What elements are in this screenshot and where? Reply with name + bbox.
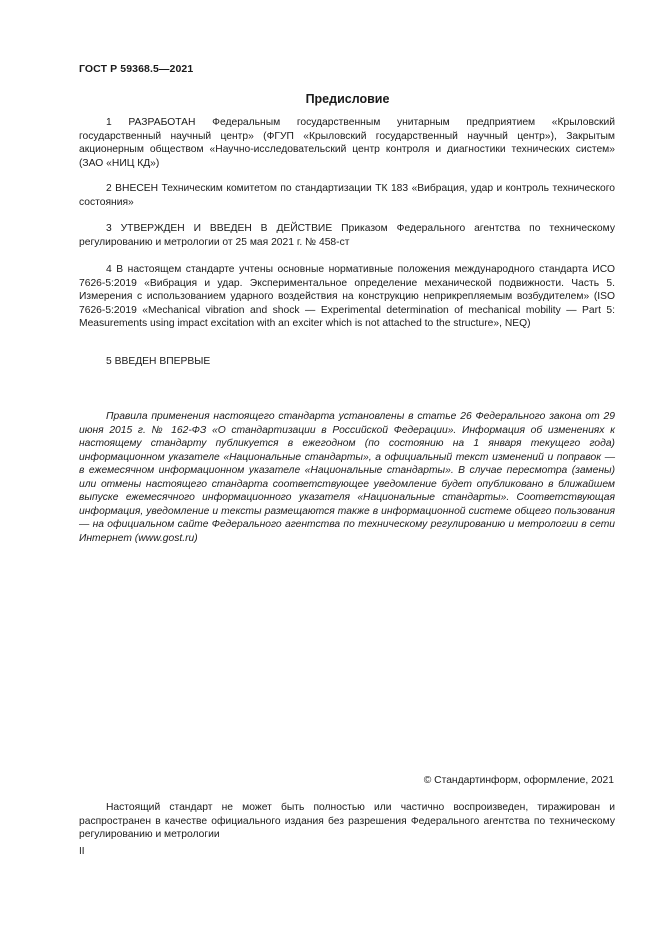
preface-title: Предисловие xyxy=(305,92,390,106)
application-rules-notice: Правила применения настоящего стандарта установлены в статье 26 Федерального закона от 29 июня 2015 г. № 162-ФЗ «О стандартизации в Российской Федерации». Информация об изменениях к настоящему стандарту публикуется в ежегодном (по состоянию на 1 января текущего года) информационном указателе «Национальные стандарты», а официальный текст изменений и поправок — в ежемесячном информационном указателе «Национальные стандарты». В случае пересмотра (замены) или отмены настоящего стандарта соответствующее уведомление будет опубликовано в ближайшем выпуске ежемесячного информационного указателя «Национальные стандарты». Соответствующая информация, уведомление и тексты размещаются также в информационной системе общего пользования — на официальном сайте Федерального агентства по техническому регулированию и метрологии в сети Интернет (www.gost.ru) xyxy=(79,411,615,544)
page-number: II xyxy=(79,846,85,857)
preface-item-5: 5 ВВЕДЕН ВПЕРВЫЕ xyxy=(106,356,211,367)
standard-code: ГОСТ Р 59368.5—2021 xyxy=(79,63,194,75)
copyright-line: © Стандартинформ, оформление, 2021 xyxy=(423,775,614,786)
preface-item-4: 4 В настоящем стандарте учтены основные нормативные положения международного стандарта ИСО 7626-5:2019 «Вибрация и удар. Экспериментальное определение механической подвижности. Часть 5. Измерения с использованием ударного воздействия на конструкцию неприкрепляемым возбудителем» (ISO 7626-5:2019 «Mechanical vibration and shock — Experimental determination of mechanical mobility — Part 5: Measurements using impact excitation with an exciter which is not attached to the structure», NEQ) xyxy=(79,264,615,329)
reproduction-notice: Настоящий стандарт не может быть полностью или частично воспроизведен, тиражирован и распространен в качестве официального издания без разрешения Федерального агентства по техническому регулированию и метрологии xyxy=(79,802,615,840)
preface-item-1: 1 РАЗРАБОТАН Федеральным государственным унитарным предприятием «Крыловский государственный научный центр» (ФГУП «Крыловский государственный научный центр»), Закрытым акционерным обществом «Научно-исследовательский центр контроля и диагностики технических систем» (ЗАО «НИЦ КД») xyxy=(79,117,615,169)
preface-item-2: 2 ВНЕСЕН Техническим комитетом по стандартизации ТК 183 «Вибрация, удар и контроль технического состояния» xyxy=(79,183,615,208)
preface-item-3: 3 УТВЕРЖДЕН И ВВЕДЕН В ДЕЙСТВИЕ Приказом Федерального агентства по техническому регулированию и метрологии от 25 мая 2021 г. № 458-ст xyxy=(79,223,615,248)
